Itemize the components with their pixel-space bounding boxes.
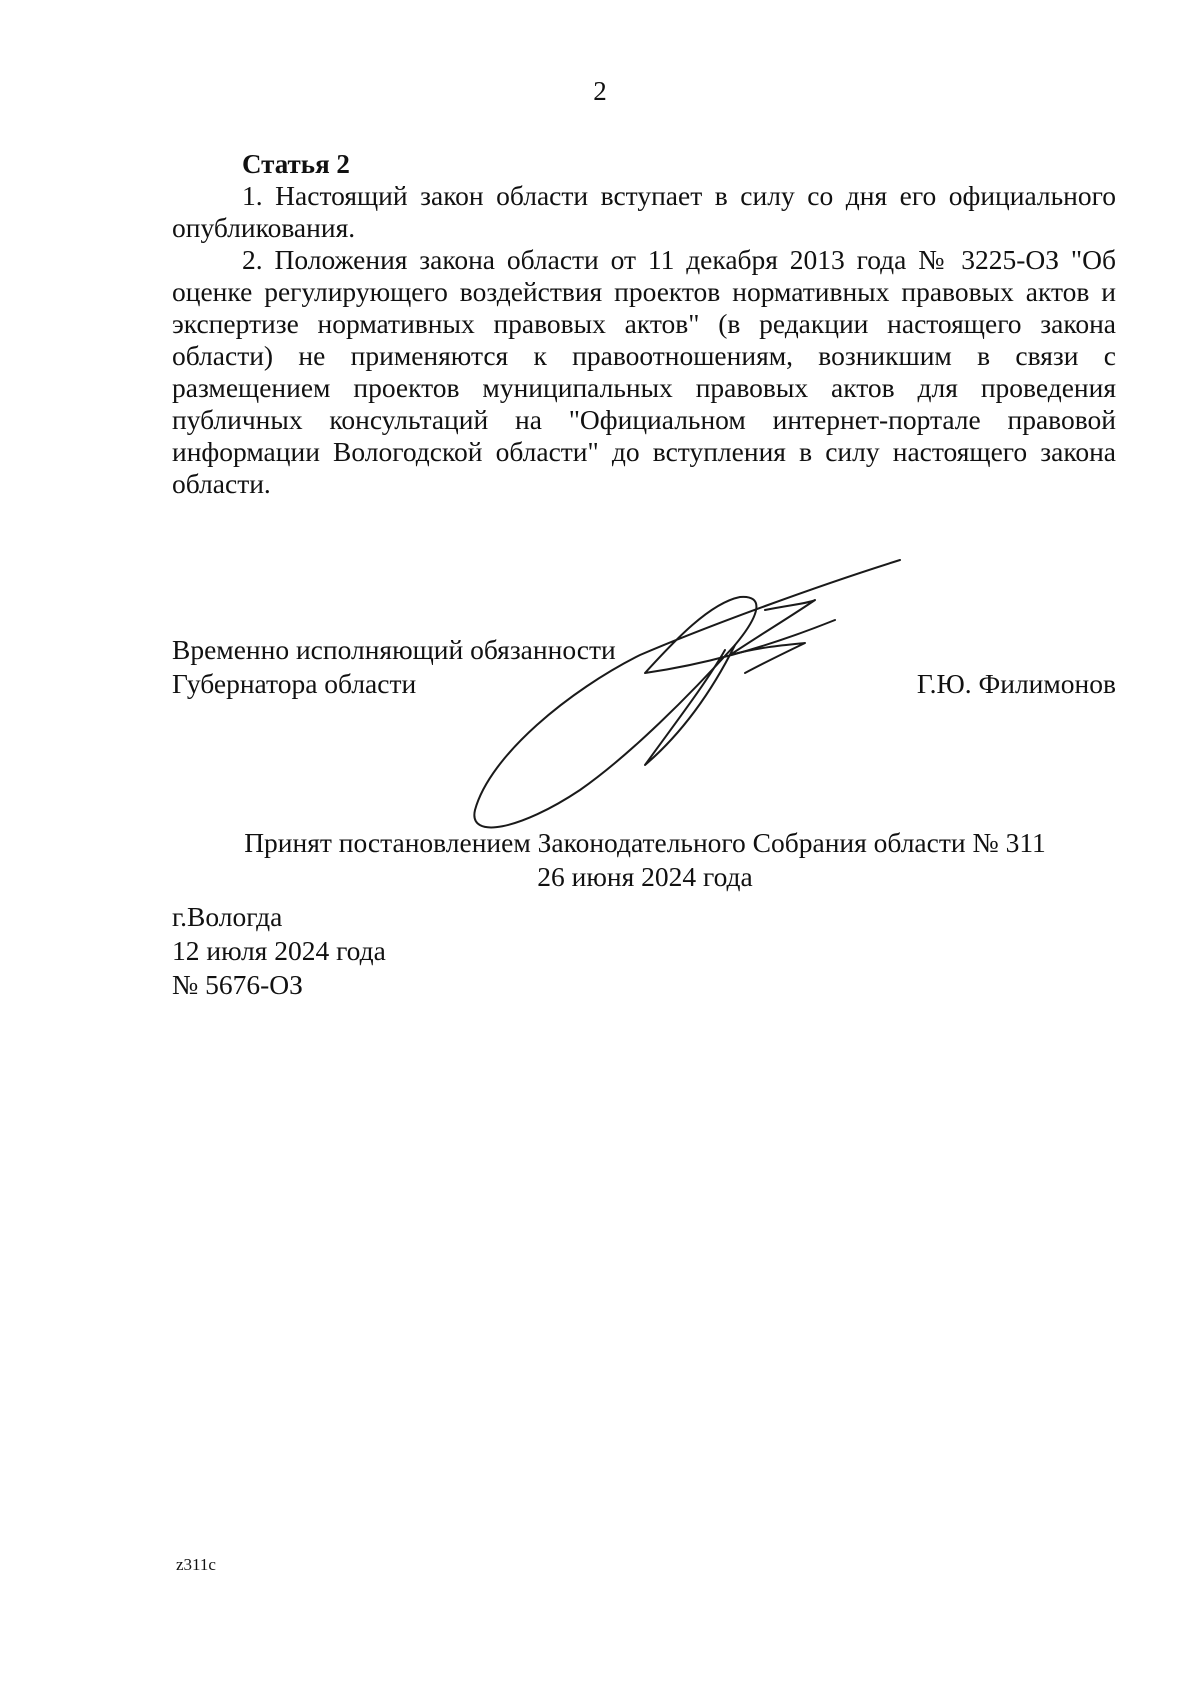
city: г.Вологда [172,901,283,932]
adoption-line-1: Принят постановлением Законодательного Собрания области № 311 [244,827,1046,858]
signer-position-line-1: Временно исполняющий обязанности [172,634,616,665]
document-code: z311c [176,1555,216,1574]
adoption-note [0,826,1200,894]
signer-name: Г.Ю. Филимонов [916,668,1116,699]
law-date: 12 июля 2024 года [172,935,386,966]
article-section [172,148,1116,500]
place-and-date [172,900,386,1002]
article-heading: Статья 2 [242,149,350,179]
article-paragraph-2: 2. Положения закона области от 11 декабря 2013 года № 3225-ОЗ "Об оценке регулирующего воздействия проектов нормативных правовых актов и экспертизе нормативных правовых актов" (в редакции настоящего закона области) не применяются к правоотношениям, возникшим в связи с размещением проектов муниципальных правовых актов для проведения публичных консультаций на "Официальном интернет-портале правовой информации Вологодской области" до вступления в силу настоящего закона области. [172,244,1116,499]
adoption-line-2: 26 июня 2024 года [537,861,753,892]
signer-position-line-2: Губернатора области [172,668,417,699]
page-number: 2 [593,76,607,106]
article-paragraph-1: 1. Настоящий закон области вступает в силу со дня его официального опубликования. [172,180,1116,243]
law-number: № 5676-ОЗ [172,969,303,1000]
signature-block [172,633,1116,701]
